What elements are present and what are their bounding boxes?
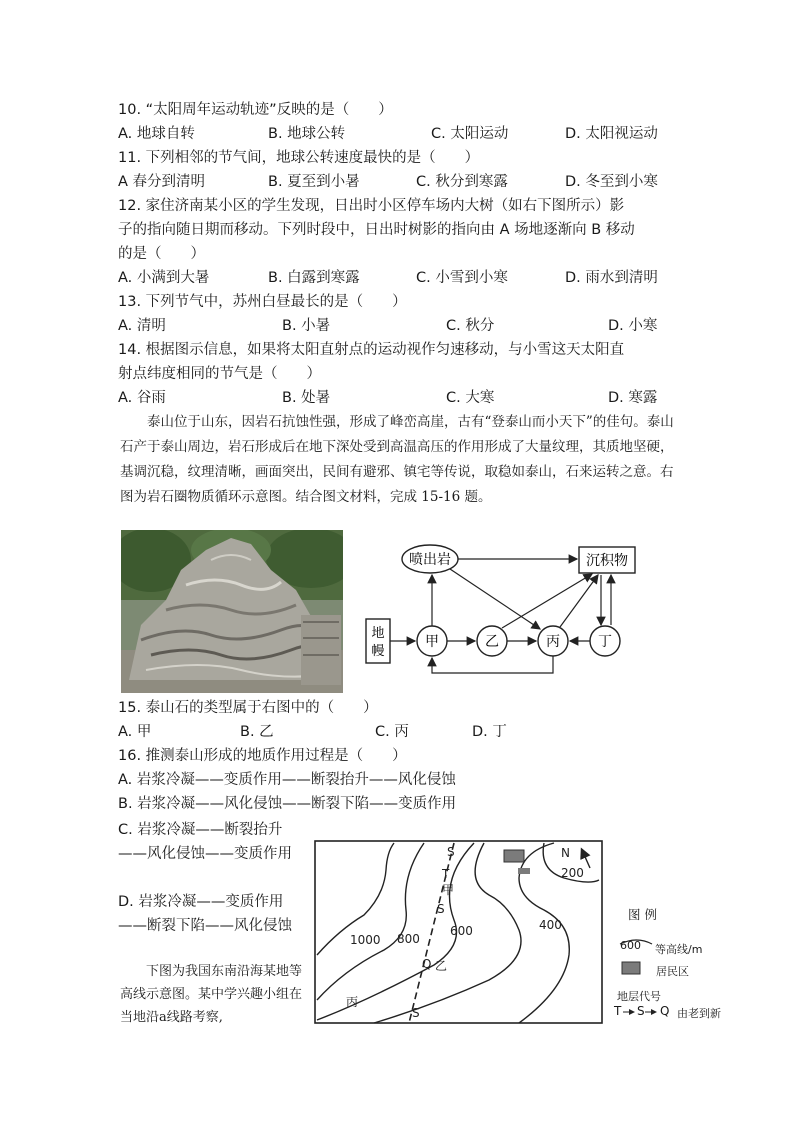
q15-option-b[interactable]: B. 乙: [240, 724, 274, 740]
q14-stem-line2: 射点纬度相同的节气是（ ）: [118, 366, 321, 382]
q14-option-b[interactable]: B. 处暑: [282, 390, 331, 406]
place-bing: 丙: [346, 995, 359, 1009]
q12-option-d[interactable]: D. 雨水到清明: [565, 270, 658, 286]
q16-option-c[interactable]: C. 岩浆冷凝——断裂抬升——风化侵蚀——变质作用: [118, 822, 292, 862]
q14-option-c[interactable]: C. 大寒: [446, 390, 495, 406]
node-ding-label: 丁: [598, 634, 612, 650]
q16-option-b[interactable]: B. 岩浆冷凝——风化侵蚀——断裂下陷——变质作用: [118, 796, 457, 812]
contour-label-1000: 1000: [350, 933, 381, 947]
north-label: N: [561, 846, 570, 860]
q14-option-d[interactable]: D. 寒露: [608, 390, 658, 406]
q13-option-c[interactable]: C. 秋分: [446, 318, 495, 334]
sediment-label: 沉积物: [586, 553, 628, 569]
q11-option-d[interactable]: D. 冬至到小寒: [565, 174, 658, 190]
q11-stem: 11. 下列相邻的节气间，地球公转速度最快的是（ ）: [118, 150, 480, 166]
contour-label-800: 800: [397, 932, 420, 946]
residential-area-1: [504, 850, 524, 862]
contour-map: [314, 840, 604, 1025]
stratum-t: T: [442, 867, 450, 881]
legend-contour-value: 600: [620, 939, 641, 952]
q13-option-a[interactable]: A. 清明: [118, 318, 166, 334]
q12-option-b[interactable]: B. 白露到寒露: [268, 270, 360, 286]
q12-stem-line2: 子的指向随日期而移动。下列时段中，日出时树影的指向由 A 场地逐渐向 B 移动: [118, 222, 635, 238]
q15-option-d[interactable]: D. 丁: [472, 724, 507, 740]
q11-option-a[interactable]: A 春分到清明: [118, 174, 206, 190]
legend-residential-label: 居民区: [656, 965, 689, 978]
q10-option-b[interactable]: B. 地球公转: [268, 126, 346, 142]
legend-strata-title: 地层代号: [617, 990, 661, 1003]
q12-stem-line3: 的是（ ）: [118, 246, 205, 262]
q13-stem: 13. 下列节气中，苏州白昼最长的是（ ）: [118, 294, 407, 310]
stratum-s-bottom: S: [412, 1006, 420, 1020]
node-bing-label: 丙: [546, 634, 560, 650]
q15-option-c[interactable]: C. 丙: [375, 724, 409, 740]
legend-title: 图 例: [628, 907, 657, 922]
q16-option-d[interactable]: D. 岩浆冷凝——变质作用——断裂下陷——风化侵蚀: [118, 894, 292, 934]
contour-label-400: 400: [539, 918, 562, 932]
taishan-stone-photo: [121, 530, 343, 693]
q16-stem: 16. 推测泰山形成的地质作用过程是（ ）: [118, 748, 407, 764]
taishan-passage: 泰山位于山东，因岩石抗蚀性强，形成了峰峦高崖，古有“登泰山而小天下”的佳句。泰山石产于泰山周边，岩石形成后在地下深处受到高温高压的作用形成了大量纹理，其质地坚硬，基调沉稳，纹理清晰，画面突出，民间有避邪、镇宅等传说，取稳如泰山，石来运转之意。右图为岩石圈物质循环示意图。结合图文材料，完成 15-16 题。: [120, 414, 674, 505]
q10-option-d[interactable]: D. 太阳视运动: [565, 126, 658, 142]
stratum-s-mid: S: [437, 902, 445, 916]
node-jia-label: 甲: [425, 634, 439, 650]
q14-stem-line1: 14. 根据图示信息，如果将太阳直射点的运动视作匀速移动，与小雪这天太阳直: [118, 342, 625, 358]
q11-option-c[interactable]: C. 秋分到寒露: [416, 174, 508, 190]
q16-option-a[interactable]: A. 岩浆冷凝——变质作用——断裂抬升——风化侵蚀: [118, 772, 456, 788]
q14-option-a[interactable]: A. 谷雨: [118, 390, 166, 406]
legend-contour-label: 等高线/m: [655, 943, 703, 956]
contour-label-600: 600: [450, 924, 473, 938]
svg-text:幔: 幔: [371, 644, 385, 659]
q12-option-a[interactable]: A. 小满到大暑: [118, 270, 210, 286]
rock-cycle-diagram: [360, 537, 660, 687]
eruptive-rock-label: 喷出岩: [409, 552, 451, 568]
residential-area-2: [518, 868, 530, 874]
place-jia: 甲: [442, 883, 455, 897]
legend-strata-note: 由老到新: [677, 1007, 721, 1020]
q12-stem-line1: 12. 家住济南某小区的学生发现，日出时小区停车场内大树（如右下图所示）影: [118, 198, 625, 214]
q15-option-a[interactable]: A. 甲: [118, 724, 152, 740]
q12-option-c[interactable]: C. 小雪到小寒: [416, 270, 508, 286]
legend-residential-swatch: [622, 962, 640, 974]
node-yi-label: 乙: [485, 634, 499, 650]
q10-option-a[interactable]: A. 地球自转: [118, 126, 195, 142]
q13-option-d[interactable]: D. 小寒: [608, 318, 658, 334]
svg-text:地: 地: [371, 626, 385, 641]
place-yi: 乙: [435, 959, 448, 973]
stratum-q: Q: [422, 957, 432, 971]
q11-option-b[interactable]: B. 夏至到小暑: [268, 174, 360, 190]
contour-label-200: 200: [561, 866, 584, 880]
q10-option-c[interactable]: C. 太阳运动: [431, 126, 509, 142]
stratum-s-top: S: [447, 845, 455, 859]
q10-stem: 10. “太阳周年运动轨迹”反映的是（ ）: [118, 102, 393, 118]
contour-passage: 下图为我国东南沿海某地等高线示意图。某中学兴趣小组在当地沿a线路考察,: [120, 964, 303, 1025]
q13-option-b[interactable]: B. 小暑: [282, 318, 331, 334]
q15-stem: 15. 泰山石的类型属于右图中的（ ）: [118, 700, 378, 716]
